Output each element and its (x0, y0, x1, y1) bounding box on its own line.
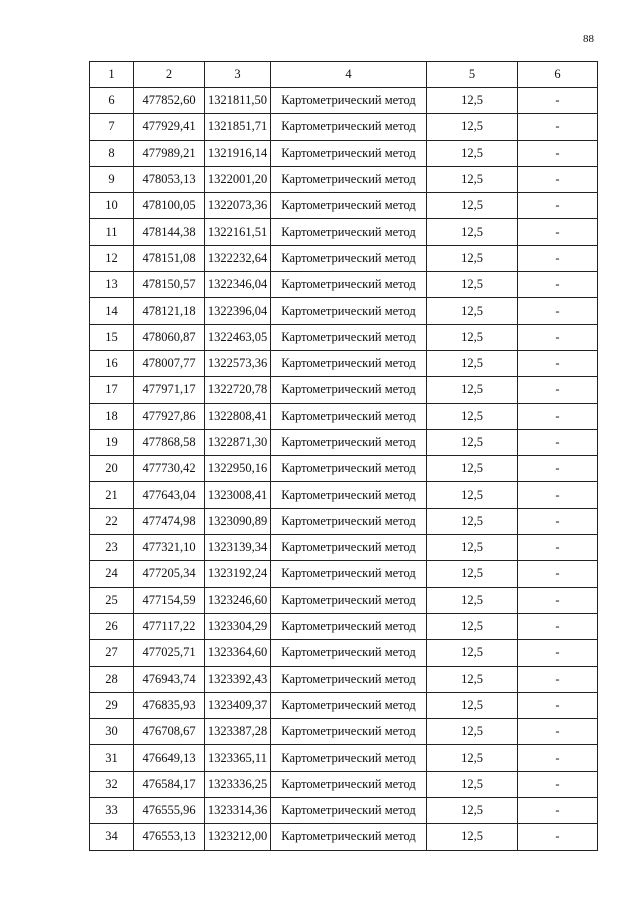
y-coordinate-cell: 1323387,28 (205, 719, 271, 745)
method-cell: Картометрический метод (271, 403, 427, 429)
method-cell: Картометрический метод (271, 377, 427, 403)
point-number-cell: 22 (90, 508, 134, 534)
table-row (90, 88, 598, 114)
accuracy-cell: 12,5 (427, 272, 518, 298)
point-number-cell: 12 (90, 245, 134, 271)
note-cell: - (518, 377, 598, 403)
note-cell: - (518, 535, 598, 561)
y-coordinate-cell: 1323139,34 (205, 535, 271, 561)
x-coordinate-cell: 478151,08 (134, 245, 205, 271)
note-cell: - (518, 613, 598, 639)
x-coordinate-cell: 478150,57 (134, 272, 205, 298)
table-row (90, 535, 598, 561)
y-coordinate-cell: 1322808,41 (205, 403, 271, 429)
table-row (90, 272, 598, 298)
y-coordinate-cell: 1323314,36 (205, 798, 271, 824)
point-number-cell: 9 (90, 166, 134, 192)
note-cell: - (518, 508, 598, 534)
note-cell: - (518, 771, 598, 797)
point-number-cell: 32 (90, 771, 134, 797)
table-row (90, 114, 598, 140)
method-cell: Картометрический метод (271, 613, 427, 639)
x-coordinate-cell: 477852,60 (134, 88, 205, 114)
accuracy-cell: 12,5 (427, 692, 518, 718)
table-row (90, 666, 598, 692)
table-row (90, 692, 598, 718)
method-cell: Картометрический метод (271, 166, 427, 192)
method-cell: Картометрический метод (271, 508, 427, 534)
point-number-cell: 27 (90, 640, 134, 666)
note-cell: - (518, 798, 598, 824)
note-cell: - (518, 166, 598, 192)
note-cell: - (518, 561, 598, 587)
y-coordinate-cell: 1322573,36 (205, 350, 271, 376)
table-row (90, 745, 598, 771)
y-coordinate-cell: 1323365,11 (205, 745, 271, 771)
x-coordinate-cell: 477321,10 (134, 535, 205, 561)
point-number-cell: 13 (90, 272, 134, 298)
x-coordinate-cell: 477868,58 (134, 429, 205, 455)
point-number-cell: 26 (90, 613, 134, 639)
table-row (90, 403, 598, 429)
accuracy-cell: 12,5 (427, 377, 518, 403)
accuracy-cell: 12,5 (427, 166, 518, 192)
x-coordinate-cell: 477474,98 (134, 508, 205, 534)
method-cell: Картометрический метод (271, 298, 427, 324)
accuracy-cell: 12,5 (427, 298, 518, 324)
x-coordinate-cell: 476943,74 (134, 666, 205, 692)
y-coordinate-cell: 1323409,37 (205, 692, 271, 718)
table-row (90, 771, 598, 797)
point-number-cell: 18 (90, 403, 134, 429)
y-coordinate-cell: 1323246,60 (205, 587, 271, 613)
note-cell: - (518, 350, 598, 376)
point-number-cell: 24 (90, 561, 134, 587)
accuracy-cell: 12,5 (427, 245, 518, 271)
x-coordinate-cell: 476555,96 (134, 798, 205, 824)
x-coordinate-cell: 478007,77 (134, 350, 205, 376)
note-cell: - (518, 719, 598, 745)
y-coordinate-cell: 1321811,50 (205, 88, 271, 114)
note-cell: - (518, 88, 598, 114)
y-coordinate-cell: 1322720,78 (205, 377, 271, 403)
method-cell: Картометрический метод (271, 640, 427, 666)
table-row (90, 219, 598, 245)
x-coordinate-cell: 478060,87 (134, 324, 205, 350)
accuracy-cell: 12,5 (427, 535, 518, 561)
point-number-cell: 16 (90, 350, 134, 376)
note-cell: - (518, 824, 598, 850)
method-cell: Картометрический метод (271, 824, 427, 850)
table-row (90, 587, 598, 613)
method-cell: Картометрический метод (271, 193, 427, 219)
x-coordinate-cell: 477025,71 (134, 640, 205, 666)
method-cell: Картометрический метод (271, 245, 427, 271)
method-cell: Картометрический метод (271, 219, 427, 245)
point-number-cell: 31 (90, 745, 134, 771)
note-cell: - (518, 429, 598, 455)
x-coordinate-cell: 477117,22 (134, 613, 205, 639)
y-coordinate-cell: 1323212,00 (205, 824, 271, 850)
note-cell: - (518, 587, 598, 613)
x-coordinate-cell: 476553,13 (134, 824, 205, 850)
point-number-cell: 23 (90, 535, 134, 561)
y-coordinate-cell: 1323304,29 (205, 613, 271, 639)
table-row (90, 482, 598, 508)
x-coordinate-cell: 476835,93 (134, 692, 205, 718)
coordinates-table (89, 61, 598, 851)
x-coordinate-cell: 476649,13 (134, 745, 205, 771)
method-cell: Картометрический метод (271, 535, 427, 561)
accuracy-cell: 12,5 (427, 193, 518, 219)
method-cell: Картометрический метод (271, 666, 427, 692)
y-coordinate-cell: 1322950,16 (205, 456, 271, 482)
point-number-cell: 14 (90, 298, 134, 324)
table-row (90, 719, 598, 745)
point-number-cell: 28 (90, 666, 134, 692)
y-coordinate-cell: 1322161,51 (205, 219, 271, 245)
y-coordinate-cell: 1321916,14 (205, 140, 271, 166)
method-cell: Картометрический метод (271, 324, 427, 350)
note-cell: - (518, 219, 598, 245)
y-coordinate-cell: 1323336,25 (205, 771, 271, 797)
note-cell: - (518, 456, 598, 482)
point-number-cell: 21 (90, 482, 134, 508)
table-row (90, 798, 598, 824)
accuracy-cell: 12,5 (427, 114, 518, 140)
note-cell: - (518, 482, 598, 508)
table-row (90, 429, 598, 455)
note-cell: - (518, 403, 598, 429)
table-header-row (90, 62, 598, 88)
y-coordinate-cell: 1322871,30 (205, 429, 271, 455)
method-cell: Картометрический метод (271, 561, 427, 587)
note-cell: - (518, 745, 598, 771)
y-coordinate-cell: 1323192,24 (205, 561, 271, 587)
y-coordinate-cell: 1323090,89 (205, 508, 271, 534)
page-number: 88 (583, 33, 594, 45)
method-cell: Картометрический метод (271, 140, 427, 166)
accuracy-cell: 12,5 (427, 219, 518, 245)
column-header: 2 (134, 62, 205, 88)
method-cell: Картометрический метод (271, 692, 427, 718)
note-cell: - (518, 298, 598, 324)
note-cell: - (518, 324, 598, 350)
accuracy-cell: 12,5 (427, 640, 518, 666)
accuracy-cell: 12,5 (427, 482, 518, 508)
accuracy-cell: 12,5 (427, 798, 518, 824)
accuracy-cell: 12,5 (427, 587, 518, 613)
point-number-cell: 7 (90, 114, 134, 140)
x-coordinate-cell: 477927,86 (134, 403, 205, 429)
x-coordinate-cell: 477643,04 (134, 482, 205, 508)
accuracy-cell: 12,5 (427, 140, 518, 166)
method-cell: Картометрический метод (271, 114, 427, 140)
table-row (90, 298, 598, 324)
x-coordinate-cell: 476708,67 (134, 719, 205, 745)
x-coordinate-cell: 476584,17 (134, 771, 205, 797)
y-coordinate-cell: 1323364,60 (205, 640, 271, 666)
accuracy-cell: 12,5 (427, 666, 518, 692)
accuracy-cell: 12,5 (427, 613, 518, 639)
y-coordinate-cell: 1323008,41 (205, 482, 271, 508)
table-row (90, 824, 598, 850)
y-coordinate-cell: 1323392,43 (205, 666, 271, 692)
x-coordinate-cell: 478100,05 (134, 193, 205, 219)
point-number-cell: 11 (90, 219, 134, 245)
table-row (90, 140, 598, 166)
point-number-cell: 19 (90, 429, 134, 455)
table-row (90, 193, 598, 219)
table-row (90, 456, 598, 482)
method-cell: Картометрический метод (271, 429, 427, 455)
x-coordinate-cell: 478121,18 (134, 298, 205, 324)
x-coordinate-cell: 477154,59 (134, 587, 205, 613)
point-number-cell: 34 (90, 824, 134, 850)
accuracy-cell: 12,5 (427, 88, 518, 114)
method-cell: Картометрический метод (271, 587, 427, 613)
note-cell: - (518, 193, 598, 219)
accuracy-cell: 12,5 (427, 561, 518, 587)
note-cell: - (518, 692, 598, 718)
point-number-cell: 15 (90, 324, 134, 350)
column-header: 6 (518, 62, 598, 88)
method-cell: Картометрический метод (271, 88, 427, 114)
method-cell: Картометрический метод (271, 771, 427, 797)
y-coordinate-cell: 1322232,64 (205, 245, 271, 271)
x-coordinate-cell: 477730,42 (134, 456, 205, 482)
note-cell: - (518, 140, 598, 166)
accuracy-cell: 12,5 (427, 350, 518, 376)
method-cell: Картометрический метод (271, 482, 427, 508)
accuracy-cell: 12,5 (427, 824, 518, 850)
point-number-cell: 8 (90, 140, 134, 166)
point-number-cell: 10 (90, 193, 134, 219)
point-number-cell: 33 (90, 798, 134, 824)
table-row (90, 350, 598, 376)
column-header: 3 (205, 62, 271, 88)
method-cell: Картометрический метод (271, 272, 427, 298)
point-number-cell: 29 (90, 692, 134, 718)
y-coordinate-cell: 1322001,20 (205, 166, 271, 192)
accuracy-cell: 12,5 (427, 508, 518, 534)
method-cell: Картометрический метод (271, 745, 427, 771)
y-coordinate-cell: 1322463,05 (205, 324, 271, 350)
point-number-cell: 25 (90, 587, 134, 613)
point-number-cell: 17 (90, 377, 134, 403)
x-coordinate-cell: 477929,41 (134, 114, 205, 140)
table-row (90, 640, 598, 666)
table-row (90, 508, 598, 534)
column-header: 1 (90, 62, 134, 88)
accuracy-cell: 12,5 (427, 324, 518, 350)
accuracy-cell: 12,5 (427, 771, 518, 797)
point-number-cell: 6 (90, 88, 134, 114)
y-coordinate-cell: 1321851,71 (205, 114, 271, 140)
table-row (90, 324, 598, 350)
note-cell: - (518, 272, 598, 298)
accuracy-cell: 12,5 (427, 403, 518, 429)
accuracy-cell: 12,5 (427, 719, 518, 745)
note-cell: - (518, 245, 598, 271)
note-cell: - (518, 640, 598, 666)
table-row (90, 166, 598, 192)
method-cell: Картометрический метод (271, 456, 427, 482)
x-coordinate-cell: 477971,17 (134, 377, 205, 403)
x-coordinate-cell: 477205,34 (134, 561, 205, 587)
x-coordinate-cell: 478144,38 (134, 219, 205, 245)
column-header: 4 (271, 62, 427, 88)
x-coordinate-cell: 478053,13 (134, 166, 205, 192)
accuracy-cell: 12,5 (427, 456, 518, 482)
note-cell: - (518, 666, 598, 692)
y-coordinate-cell: 1322396,04 (205, 298, 271, 324)
point-number-cell: 30 (90, 719, 134, 745)
column-header: 5 (427, 62, 518, 88)
table-row (90, 245, 598, 271)
method-cell: Картометрический метод (271, 719, 427, 745)
point-number-cell: 20 (90, 456, 134, 482)
accuracy-cell: 12,5 (427, 429, 518, 455)
note-cell: - (518, 114, 598, 140)
table-row (90, 377, 598, 403)
table-body (90, 88, 598, 851)
accuracy-cell: 12,5 (427, 745, 518, 771)
method-cell: Картометрический метод (271, 798, 427, 824)
x-coordinate-cell: 477989,21 (134, 140, 205, 166)
table-row (90, 613, 598, 639)
table-row (90, 561, 598, 587)
method-cell: Картометрический метод (271, 350, 427, 376)
y-coordinate-cell: 1322346,04 (205, 272, 271, 298)
y-coordinate-cell: 1322073,36 (205, 193, 271, 219)
